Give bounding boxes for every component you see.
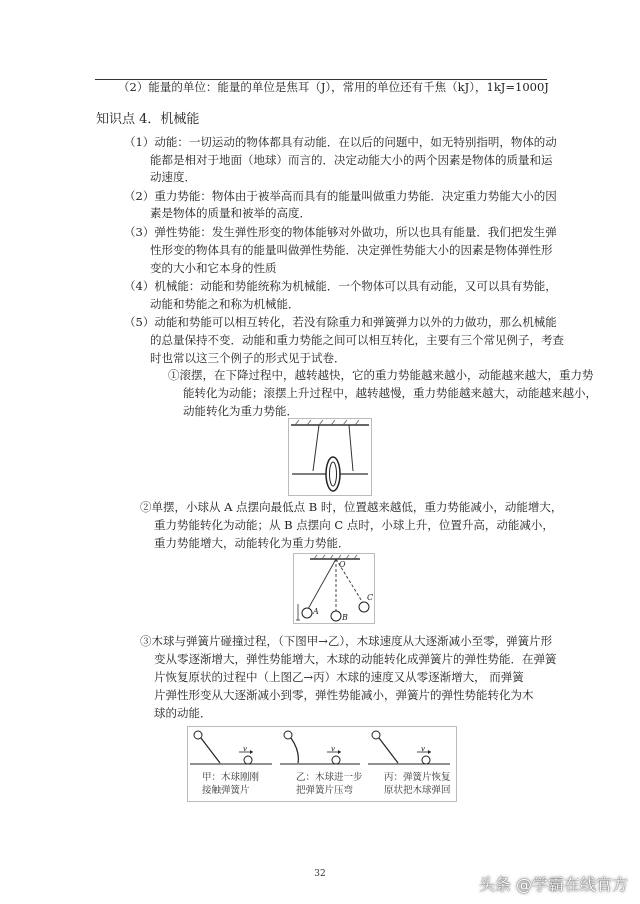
- text-line: ③木球与弹簧片碰撞过程，（下图甲→乙），木球速度从大逐渐减小至零，弹簧片形: [140, 634, 553, 648]
- text-line: 片弹性形变从大逐渐减小到零，弹性势能减小，弹簧片的弹性势能转化为木: [154, 688, 534, 702]
- watermark: 头条 @学霸在线官方: [478, 875, 628, 894]
- text-line: 重力势能增大，动能转化为重力势能．: [154, 536, 350, 550]
- label-a: A: [313, 607, 319, 616]
- velocity-label: v: [243, 745, 247, 753]
- label-b: B: [342, 613, 348, 622]
- text-line: 动能和势能之和称为机械能．: [150, 297, 300, 311]
- text-line: （1）动能：一切运动的物体都具有动能．在以后的问题中，如无特别指明，物体的动: [124, 135, 557, 149]
- text-line: 重力势能转化为动能；从 B 点摆向 C 点时，小球上升，位置升高，动能减小，: [154, 518, 554, 532]
- text-line: 片恢复原状的过程中（上图乙→丙）木球的速度又从零逐渐增大， 而弹簧: [154, 670, 524, 684]
- label-o: O: [339, 560, 346, 569]
- text-line: （4）机械能：动能和势能统称为机械能．一个物体可以具有动能，又可以具有势能，: [124, 279, 557, 293]
- text-line: 时也常以这三个例子的形式见于试卷．: [150, 351, 346, 365]
- caption-jia-2: 接触弹簧片: [202, 785, 250, 796]
- text-line: （3）弹性势能：发生弹性形变的物体能够对外做功，所以也具有能量．我们把发生弹: [124, 225, 557, 239]
- page-number: 32: [314, 869, 326, 879]
- section-heading: 知识点 4．机械能: [96, 112, 200, 127]
- text-line: 的总量保持不变．动能和重力势能之间可以相互转化，主要有三个常见例子，考查: [150, 333, 564, 347]
- maxwell-wheel-figure: [288, 418, 372, 496]
- text-line: 动能转化为重力势能．: [183, 404, 298, 418]
- text-line: （2）能量的单位：能量的单位是焦耳（J），常用的单位还有千焦（kJ），1kJ=1000J: [118, 80, 549, 94]
- caption-bing-2: 原状把木球弹回: [384, 785, 451, 796]
- text-line: 变的大小和它本身的性质: [150, 261, 277, 275]
- label-c: C: [367, 593, 374, 602]
- text-line: 素是物体的质量和被举的高度．: [150, 206, 311, 220]
- text-line: 能都是相对于地面（地球）而言的．决定动能大小的两个因素是物体的质量和运: [150, 153, 553, 167]
- text-line: （2）重力势能：物体由于被举高而具有的能量叫做重力势能．决定重力势能大小的因: [124, 189, 557, 203]
- text-line: ①滚摆，在下降过程中，越转越快，它的重力势能越来越小，动能越来越大，重力势: [168, 368, 594, 382]
- pendulum-figure: [293, 553, 375, 624]
- velocity-label: v: [331, 745, 335, 753]
- text-line: 球的动能．: [154, 706, 212, 720]
- text-line: 变从零逐渐增大，弹性势能增大，木球的动能转化成弹簧片的弹性势能．在弹簧: [154, 652, 557, 666]
- caption-jia-1: 甲：木球刚刚: [202, 772, 260, 783]
- caption-bing-1: 丙：弹簧片恢复: [384, 772, 451, 783]
- caption-yi-1: 乙：木球进一步: [296, 772, 363, 783]
- spring-collision-figure: [187, 726, 457, 802]
- text-line: （5）动能和势能可以相互转化，若没有除重力和弹簧弹力以外的力做功，那么机械能: [124, 315, 557, 329]
- text-line: ②单摆，小球从 A 点摆向最低点 B 时，位置越来越低，重力势能减小，动能增大，: [140, 500, 563, 514]
- velocity-label: v: [421, 745, 425, 753]
- caption-yi-2: 把弹簧片压弯: [296, 785, 354, 796]
- text-line: 能转化为动能；滚摆上升过程中，越转越慢，重力势能越来越大，动能越来越小，: [183, 386, 597, 400]
- text-line: 动速度．: [150, 170, 196, 184]
- text-line: 性形变的物体具有的能量叫做弹性势能．决定弹性势能大小的因素是物体弹性形: [150, 243, 553, 257]
